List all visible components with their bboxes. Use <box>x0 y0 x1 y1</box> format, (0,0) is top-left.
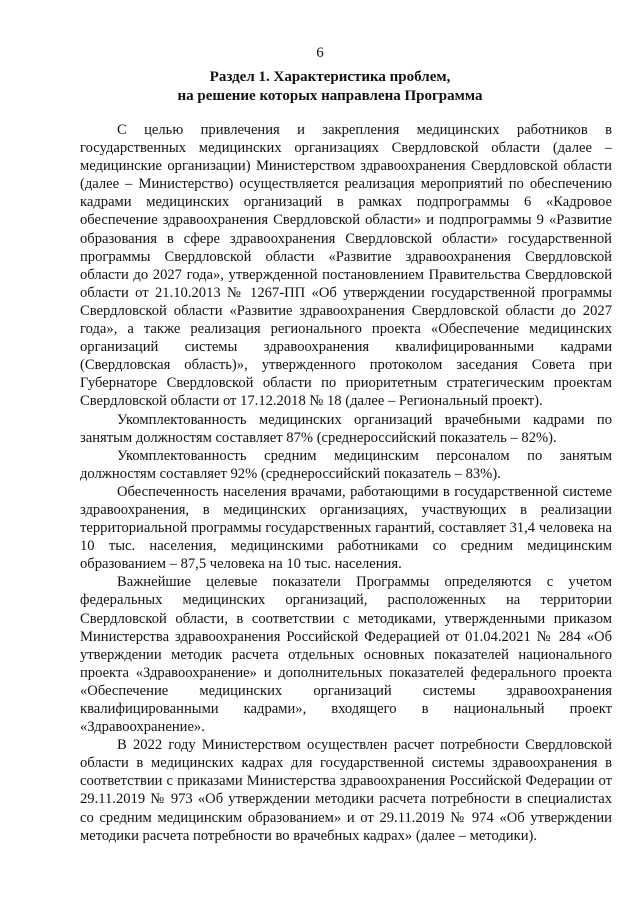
section-heading <box>80 68 580 106</box>
section-heading-line-1: Раздел 1. Характеристика проблем, <box>209 69 451 85</box>
body-text <box>80 121 612 845</box>
paragraph-2: Укомплектованность медицинских организаций врачебными кадрами по занятым должностям составляет 87% (среднероссийский показатель – 82%). <box>80 411 612 446</box>
paragraph-6: В 2022 году Министерством осуществлен расчет потребности Свердловской области в медицинских кадрах для государственной системы здравоохранения в соответствии с приказами Министерства здравоохранения Российской Федерации от 29.11.2019 № 973 «Об утверждении методики расчета потребности в специалистах со средним медицинским образованием» и от 29.11.2019 № 974 «Об утверждении методики расчета потребности во врачебных кадрах» (далее – методики). <box>80 737 612 844</box>
page-number: 6 <box>316 45 324 61</box>
paragraph-4: Обеспеченность населения врачами, работающими в государственной системе здравоохранения, в медицинских организациях, участвующих в реализации территориальной программы государственных гарантий, составляет 31,4 человека на 10 тыс. населения, медицинскими работниками со средним медицинским образованием – 87,5 человека на 10 тыс. населения. <box>80 483 612 573</box>
paragraph-1: С целью привлечения и закрепления медицинских работников в государственных медицинских организациях Свердловской области (далее – медицинские организации) Министерством здравоохранения Свердловской области (далее – Министерство) осуществляется реализация мероприятий по обеспечению кадрами медицинских организаций в рамках подпрограммы 6 «Кадровое обеспечение здравоохранения Свердловской области» и подпрограммы 9 «Развитие образования в сфере здравоохранения Свердловской области» государственной программы Свердловской области «Развитие здравоохранения Свердловской области до 2027 года», утвержденной постановлением Правительства Свердловской области от 21.10.2013 № 1267-ПП «Об утверждении государственной программы Свердловской области «Развитие здравоохранения Свердловской области до 2027 года», а также реализация регионального проекта «Обеспечение медицинских организаций системы здравоохранения квалифицированными кадрами (Свердловская область)», утвержденного протоколом заседания Совета при Губернаторе Свердловской области по приоритетным стратегическим проектам Свердловской области от 17.12.2018 № 18 (далее – Региональный проект). <box>80 122 612 410</box>
section-heading-line-2: на решение которых направлена Программа <box>177 88 483 104</box>
paragraph-3: Укомплектованность средним медицинским персоналом по занятым должностям составляет 92% (среднероссийский показатель – 83%). <box>80 447 612 482</box>
paragraph-5: Важнейшие целевые показатели Программы определяются с учетом федеральных медицинских организаций, расположенных на территории Свердловской области, в соответствии с методиками, утвержденными приказом Министерства здравоохранения Российской Федерацией от 01.04.2021 № 284 «Об утверждении методик расчета отдельных основных показателей национального проекта «Здравоохранение» и дополнительных показателей федерального проекта «Обеспечение медицинских организаций системы здравоохранения квалифицированными кадрами», входящего в национальный проект «Здравоохранение». <box>80 574 612 736</box>
